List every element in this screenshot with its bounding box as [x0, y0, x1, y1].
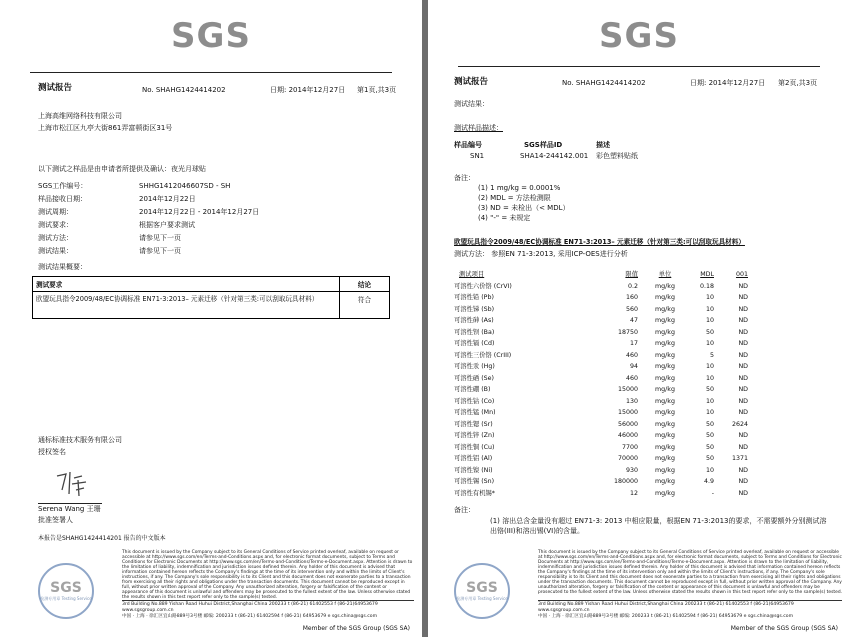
table-cell: 560: [625, 305, 638, 313]
authorized-signature-label: 授权签名: [38, 448, 66, 456]
field-label: 测试周期：: [38, 208, 73, 216]
sample-header: SGS样品ID: [524, 141, 563, 149]
table-cell: 可溶性锑 (Sb): [454, 305, 495, 313]
table-cell: 50: [705, 443, 714, 451]
table-cell: 可溶性砷 (As): [454, 317, 494, 324]
table-cell: 460: [625, 351, 638, 359]
table-cell: mg/kg: [655, 294, 675, 301]
column-header: MDL: [700, 271, 714, 278]
table-cell: 可溶性锌 (Zn): [454, 432, 495, 439]
table-cell: ND: [738, 374, 748, 382]
page-number: 第2页,共3页: [778, 79, 818, 87]
header-rule: [30, 72, 392, 73]
table-cell: mg/kg: [655, 455, 675, 462]
table-cell: 12: [629, 489, 638, 497]
table-cell: 94: [629, 363, 638, 370]
table-cell: mg/kg: [655, 432, 675, 439]
requirement-cell: 欧盟玩具指令2009/48/EC协调标准 EN71-3:2013– 元素迁移（针对第三类:可以刮取玩具材料）: [33, 292, 340, 319]
field-label: 测试要求：: [38, 221, 73, 229]
table-cell: 可溶性六价铬 (CrVI): [454, 282, 512, 290]
table-cell: 可溶性锡 (Sn): [454, 478, 495, 485]
table-cell: 1371: [731, 455, 748, 462]
signer-title: 批准签署人: [38, 516, 73, 524]
table-cell: 47: [629, 317, 638, 324]
table-cell: 可溶性硒 (Se): [454, 374, 494, 382]
company-name: 通标标准技术服务有限公司: [38, 436, 122, 444]
sgs-seal-stamp: SGS 检测专用章 Testing Service: [454, 563, 510, 619]
field-label: SGS工作编号：: [38, 182, 88, 190]
table-cell: ND: [738, 305, 748, 313]
summary-label: 测试结果概要：: [38, 263, 87, 271]
table-cell: ND: [738, 282, 748, 290]
table-cell: 可溶性钴 (Co): [454, 397, 495, 405]
remark-text: (1) 溶出总含金量没有超过 EN71-3: 2013 中相应限量，根据EN 71-3:2013的要求，不需要额外分别测试溶出铬(III)和溶出锡(VI)的含量。: [490, 517, 827, 535]
results-item-column: [454, 269, 589, 499]
test-method: 测试方法： 参照EN 71-3:2013, 采用ICP-OES进行分析: [454, 250, 628, 258]
table-cell: 可溶性硼 (B): [454, 386, 491, 393]
sample-description-label: 测试样品描述：: [454, 124, 503, 132]
table-cell: 5: [709, 351, 714, 359]
field-value: 2014年12月22日 - 2014年12月27日: [139, 208, 260, 216]
client-address: 上海市松江区九亭大街861弄富顿街区31号: [38, 124, 173, 132]
table-cell: ND: [738, 478, 748, 485]
results-limit-column: [596, 269, 638, 499]
table-cell: ND: [738, 489, 748, 497]
table-header-row: [33, 277, 390, 292]
column-header: 001: [735, 271, 748, 278]
sgs-logo: SGS: [599, 16, 679, 56]
field-value: SHHG1412046607SD - SH: [139, 182, 231, 190]
table-cell: ND: [738, 432, 748, 439]
sgs-seal-stamp: SGS 检测专用章 Testing Service: [38, 563, 94, 619]
signature-line: [38, 503, 102, 504]
table-cell: ND: [738, 466, 748, 474]
table-cell: 10: [705, 317, 714, 324]
table-cell: mg/kg: [655, 340, 675, 347]
table-cell: mg/kg: [655, 351, 675, 359]
sample-cell: 彩色塑料贴纸: [596, 152, 638, 160]
results-unit-column: [646, 269, 684, 499]
company-address: 3rd Building No.889 Yishan Road Huhui District,Shanghai China 200233 t (86-21) 61402553 f (86-21)64953679 www.sgsgroup.com.cn 中国 · 上海 · 徐汇区宜山路889号3号楼 邮编: 200233 t (86-21) 61402594 f (86-21) 64953679 e sgs.china@sgs.com: [538, 600, 842, 620]
table-cell: 50: [705, 420, 714, 428]
table-cell: 10: [705, 340, 714, 347]
table-cell: mg/kg: [655, 397, 675, 405]
table-cell: 50: [705, 386, 714, 393]
report-date: 日期: 2014年12月27日: [270, 86, 346, 94]
results-mdl-column: [686, 269, 714, 499]
table-cell: mg/kg: [655, 420, 675, 428]
table-cell: 可溶性铜 (Cu): [454, 443, 495, 451]
sample-header: 样品编号: [454, 141, 482, 149]
table-cell: 15000: [617, 386, 638, 393]
table-cell: 70000: [617, 455, 638, 462]
report-title: 测试报告: [454, 77, 489, 87]
table-cell: 10: [705, 294, 714, 301]
table-cell: 10: [705, 466, 714, 474]
sgs-logo: SGS: [171, 16, 251, 56]
field-value: 根据客户要求测试: [139, 221, 195, 229]
table-cell: mg/kg: [655, 282, 675, 290]
table-cell: 46000: [617, 432, 638, 439]
table-cell: 10: [705, 374, 714, 382]
sample-cell: SHA14-244142.001: [520, 152, 589, 160]
note-item: (1) 1 mg/kg = 0.0001%: [478, 184, 561, 192]
table-cell: ND: [738, 409, 748, 416]
table-cell: mg/kg: [655, 374, 675, 382]
table-cell: 0.18: [699, 282, 714, 290]
sample-intro: 以下测试之样品是由申请者所提供及确认：夜光月球贴: [38, 165, 206, 173]
table-row: [33, 292, 390, 319]
table-cell: 0.2: [627, 282, 638, 290]
table-cell: 50: [705, 328, 714, 336]
field-label: 测试方法：: [38, 234, 73, 242]
results-sample-column: [718, 269, 748, 499]
member-text: Member of the SGS Group (SGS SA): [302, 625, 410, 632]
table-cell: mg/kg: [655, 466, 675, 474]
table-cell: ND: [738, 397, 748, 405]
report-title: 测试报告: [38, 83, 73, 93]
table-cell: ND: [738, 443, 748, 451]
sample-header: 描述: [596, 141, 610, 149]
member-text: Member of the SGS Group (SGS SA): [730, 625, 838, 632]
table-cell: 10: [705, 305, 714, 313]
page-footer: [30, 548, 414, 620]
table-cell: ND: [738, 363, 748, 370]
table-cell: 50: [705, 455, 714, 462]
table-cell: 10: [705, 397, 714, 405]
table-cell: ND: [738, 317, 748, 324]
table-cell: 180000: [613, 478, 638, 485]
note-item: (2) MDL = 方法检测限: [478, 194, 551, 202]
table-cell: 可溶性镍 (Ni): [454, 466, 493, 474]
field-value: 2014年12月22日: [139, 195, 196, 203]
table-cell: 18750: [617, 328, 638, 336]
table-cell: 可溶性铝 (Al): [454, 455, 493, 462]
table-cell: mg/kg: [655, 489, 675, 497]
table-cell: 7700: [621, 443, 638, 451]
table-cell: 56000: [617, 420, 638, 428]
table-cell: 可溶性三价铬 (CrIII): [454, 351, 512, 359]
table-cell: 可溶性镉 (Cd): [454, 340, 495, 347]
column-header: 限值: [625, 271, 638, 278]
table-cell: 15000: [617, 409, 638, 416]
note-item: (3) ND = 未检出（< MDL）: [478, 204, 570, 212]
test-section-title: 欧盟玩具指令2009/48/EC协调标准 EN71-3:2013– 元素迁移（针对第三类:可以刮取玩具材料）: [454, 238, 745, 246]
table-cell: 可溶性锰 (Mn): [454, 409, 496, 416]
header-conclusion: 结论: [340, 277, 390, 292]
table-cell: mg/kg: [655, 386, 675, 393]
table-cell: ND: [738, 340, 748, 347]
table-cell: mg/kg: [655, 317, 675, 324]
table-cell: 460: [625, 374, 638, 382]
remark-label: 备注：: [454, 506, 475, 514]
report-date: 日期: 2014年12月27日: [690, 79, 766, 87]
report-number: No. SHAHG1424414202: [142, 86, 226, 94]
report-page-2: [428, 0, 850, 637]
results-label: 测试结果：: [454, 100, 489, 108]
table-cell: 17: [629, 340, 638, 347]
table-cell: mg/kg: [655, 443, 675, 451]
table-cell: 可溶性铅 (Pb): [454, 294, 494, 301]
table-cell: ND: [738, 294, 748, 301]
legal-disclaimer: This document is issued by the Company subject to its General Conditions of Service printed overleaf, available on request or accessible at http://www.sgs.com/en/Terms-and-Conditions.aspx and, for electronic format documents, subject to Terms and Conditions for Electronic Documents at http://www.sgs.com/en/Terms-and-Conditions/Terms-e-Document.aspx. Attention is drawn to the limitation of liability, indemnification and jurisdiction issues defined therein. Any holder of this document is advised that information contained hereon reflects the Company's findings at the time of its intervention only and within the limits of Client's instructions, if any. The Company's sole responsibility is to its Client and this document does not exonerate parties to a transaction from exercising all their rights and obligations under the transaction documents. This document cannot be reproduced except in full, without prior written approval of the Company. Any unauthorized alteration, forgery or falsification of the content or appearance of this document is unlawful and offenders may be prosecuted to the fullest extent of the law. Unless otherwise stated the results shown in this test report refer only to the sample(s) tested.: [122, 550, 413, 600]
field-value: 请参见下一页: [139, 234, 181, 242]
table-cell: 可溶性锶 (Sr): [454, 420, 493, 428]
table-cell: 160: [625, 294, 638, 301]
header-requirement: 测试要求: [33, 277, 340, 292]
table-cell: 4.9: [703, 478, 714, 485]
table-cell: 可溶性汞 (Hg): [454, 363, 495, 370]
legal-disclaimer: This document is issued by the Company subject to its General Conditions of Service printed overleaf, available on request or accessible at http://www.sgs.com/en/Terms-and-Conditions.aspx and, for electronic format documents, subject to Terms and Conditions for Electronic Documents at http://www.sgs.com/en/Terms-and-Conditions/Terms-e-Document.aspx. Attention is drawn to the limitation of liability, indemnification and jurisdiction issues defined therein. Any holder of this document is advised that information contained hereon reflects the Company's findings at the time of its intervention only and within the limits of Client's instructions, if any. The Company's sole responsibility is to its Client and this document does not exonerate parties to a transaction from exercising all their rights and obligations under the transaction documents. This document cannot be reproduced except in full, without prior written approval of the Company. Any unauthorized alteration, forgery or falsification of the content or appearance of this document is unlawful and offenders may be prosecuted to the fullest extent of the law. Unless otherwise stated the results shown in this test report refer only to the sample(s) tested.: [538, 550, 843, 595]
table-cell: 930: [625, 466, 638, 474]
notes-label: 备注：: [454, 174, 475, 182]
conclusion-cell: 符合: [340, 292, 390, 319]
table-cell: 可溶性有机锡*: [454, 489, 495, 497]
field-label: 测试结果：: [38, 247, 73, 255]
table-cell: mg/kg: [655, 363, 675, 370]
signer-name: Serena Wang 王珊: [38, 505, 101, 513]
table-cell: 10: [705, 409, 714, 416]
table-cell: 50: [705, 432, 714, 439]
table-cell: mg/kg: [655, 305, 675, 313]
table-cell: 可溶性钡 (Ba): [454, 328, 495, 336]
column-header: 单位: [658, 271, 672, 278]
report-number: No. SHAHG1424414202: [562, 79, 646, 87]
client-name: 上海高维网络科技有限公司: [38, 112, 122, 120]
table-cell: mg/kg: [655, 328, 675, 336]
table-cell: 130: [625, 397, 638, 405]
table-cell: mg/kg: [655, 478, 675, 485]
field-value: 请参见下一页: [139, 247, 181, 255]
column-header: 测试项目: [459, 271, 485, 278]
table-cell: ND: [738, 386, 748, 393]
company-address: 3rd Building No.889 Yishan Road Huhui District,Shanghai China 200233 t (86-21) 61402553 f (86-21)64953679 www.sgsgroup.com.cn 中国 · 上海 · 徐汇区宜山路889号3号楼 邮编: 200233 t (86-21) 61402594 f (86-21) 64953679 e sgs.china@sgs.com: [122, 600, 414, 620]
field-label: 样品接收日期：: [38, 195, 87, 203]
note-item: (4) "-" = 未规定: [478, 214, 531, 222]
report-page-1: [0, 0, 422, 637]
page-number: 第1页,共3页: [357, 86, 397, 94]
table-cell: ND: [738, 351, 748, 359]
table-cell: ND: [738, 328, 748, 336]
handwritten-signature: [52, 468, 102, 498]
table-cell: -: [711, 489, 714, 497]
summary-table: [32, 276, 390, 319]
table-cell: 2624: [731, 420, 748, 428]
sample-cell: SN1: [470, 152, 485, 160]
version-note: 本报告是SHAHG1424414201 报告的中文版本: [38, 535, 166, 542]
table-cell: mg/kg: [655, 409, 675, 416]
table-cell: 10: [705, 363, 714, 370]
page-footer: [446, 548, 842, 620]
header-rule: [458, 66, 820, 67]
